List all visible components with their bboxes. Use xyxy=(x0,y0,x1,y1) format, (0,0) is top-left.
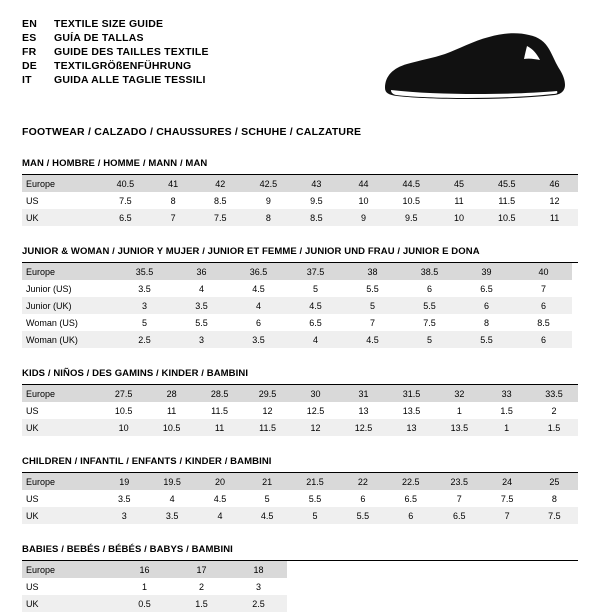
group-title: MAN / HOMBRE / HOMME / MANN / MAN xyxy=(22,158,578,175)
cell: 5 xyxy=(116,314,173,331)
cell: 9.5 xyxy=(387,209,436,226)
cell: 5.5 xyxy=(401,297,458,314)
row-label: Europe xyxy=(22,385,100,402)
cell: 10.5 xyxy=(148,419,196,436)
cell: 7 xyxy=(435,490,484,507)
cell: 2 xyxy=(530,402,578,419)
row-label: US xyxy=(22,402,100,419)
cell: 7.5 xyxy=(484,490,531,507)
table-row xyxy=(22,280,572,297)
cell: 28 xyxy=(148,385,196,402)
table-row xyxy=(22,402,578,419)
cell: 3.5 xyxy=(173,297,230,314)
cell: 25 xyxy=(531,473,578,490)
group-title: BABIES / BEBÉS / BÉBÉS / BABYS / BAMBINI xyxy=(22,544,578,561)
cell: 19.5 xyxy=(148,473,197,490)
cell: 0.5 xyxy=(116,595,173,612)
cell: 12 xyxy=(292,419,340,436)
language-row xyxy=(22,60,209,72)
row-label: UK xyxy=(22,419,100,436)
language-code: ES xyxy=(22,32,37,44)
cell: 7 xyxy=(484,507,531,524)
table-row xyxy=(22,419,578,436)
cell: 41 xyxy=(150,175,197,192)
cell: 12 xyxy=(531,192,578,209)
cell: 43 xyxy=(293,175,340,192)
cell: 10 xyxy=(100,419,148,436)
cell: 22.5 xyxy=(386,473,435,490)
size-table-junior-woman xyxy=(22,263,572,348)
row-label: UK xyxy=(22,507,101,524)
cell: 44 xyxy=(340,175,387,192)
cell: 27.5 xyxy=(100,385,148,402)
language-row xyxy=(22,32,209,44)
cell: 6.5 xyxy=(386,490,435,507)
language-title: TEXTILGRÖßENFÜHRUNG xyxy=(54,60,192,72)
language-row xyxy=(22,74,209,86)
cell: 13.5 xyxy=(435,419,483,436)
cell: 3.5 xyxy=(101,490,148,507)
cell: 11.5 xyxy=(196,402,244,419)
cell: 6 xyxy=(515,331,572,348)
cell: 5.5 xyxy=(339,507,386,524)
cell: 36.5 xyxy=(230,263,287,280)
cell: 9 xyxy=(244,192,293,209)
table-row xyxy=(22,490,578,507)
cell: 9.5 xyxy=(293,192,340,209)
cell: 1.5 xyxy=(173,595,230,612)
cell: 8 xyxy=(150,192,197,209)
cell: 11 xyxy=(531,209,578,226)
size-group-children xyxy=(22,456,578,524)
cell: 6 xyxy=(401,280,458,297)
cell: 3 xyxy=(230,578,287,595)
cell: 5.5 xyxy=(458,331,515,348)
table-row xyxy=(22,578,287,595)
cell: 19 xyxy=(101,473,148,490)
cell: 5 xyxy=(401,331,458,348)
cell: 10 xyxy=(340,192,387,209)
cell: 30 xyxy=(292,385,340,402)
table-row xyxy=(22,473,578,490)
row-label: Woman (UK) xyxy=(22,331,116,348)
table-row xyxy=(22,385,578,402)
size-group-junior-woman xyxy=(22,246,578,348)
size-group-man xyxy=(22,158,578,226)
cell: 6 xyxy=(339,490,386,507)
cell: 16 xyxy=(116,561,173,578)
row-label: US xyxy=(22,578,116,595)
language-code: FR xyxy=(22,46,37,58)
cell: 28.5 xyxy=(196,385,244,402)
row-label: UK xyxy=(22,209,101,226)
cell: 45 xyxy=(436,175,483,192)
cell: 7.5 xyxy=(197,209,244,226)
cell: 2.5 xyxy=(116,331,173,348)
row-label: Europe xyxy=(22,175,101,192)
cell: 11 xyxy=(148,402,196,419)
cell: 4 xyxy=(148,490,197,507)
cell: 33 xyxy=(483,385,530,402)
cell: 11.5 xyxy=(244,419,292,436)
cell: 3.5 xyxy=(116,280,173,297)
cell: 8 xyxy=(244,209,293,226)
size-table-man xyxy=(22,175,578,226)
cell: 13 xyxy=(387,419,435,436)
cell: 6 xyxy=(386,507,435,524)
cell: 6.5 xyxy=(287,314,344,331)
cell: 18 xyxy=(230,561,287,578)
cell: 7.5 xyxy=(101,192,150,209)
footwear-section-title: FOOTWEAR / CALZADO / CHAUSSURES / SCHUHE / CALZATURE xyxy=(22,126,362,138)
language-title: GUÍA DE TALLAS xyxy=(54,32,144,44)
cell: 23.5 xyxy=(435,473,484,490)
cell: 3 xyxy=(101,507,148,524)
cell: 29.5 xyxy=(244,385,292,402)
cell: 13 xyxy=(340,402,388,419)
cell: 11 xyxy=(196,419,244,436)
cell: 4 xyxy=(287,331,344,348)
cell: 7.5 xyxy=(401,314,458,331)
cell: 6 xyxy=(230,314,287,331)
cell: 44.5 xyxy=(387,175,436,192)
cell: 31.5 xyxy=(387,385,435,402)
cell: 5.5 xyxy=(173,314,230,331)
language-row xyxy=(22,18,209,30)
cell: 45.5 xyxy=(482,175,531,192)
cell: 6.5 xyxy=(458,280,515,297)
cell: 5.5 xyxy=(344,280,401,297)
size-group-babies xyxy=(22,544,578,612)
cell: 4 xyxy=(173,280,230,297)
cell: 8 xyxy=(458,314,515,331)
size-table-children xyxy=(22,473,578,524)
cell: 6 xyxy=(458,297,515,314)
cell: 38.5 xyxy=(401,263,458,280)
cell: 6.5 xyxy=(435,507,484,524)
cell: 10.5 xyxy=(100,402,148,419)
row-label: US xyxy=(22,192,101,209)
cell: 7 xyxy=(344,314,401,331)
language-title: TEXTILE SIZE GUIDE xyxy=(54,18,164,30)
cell: 3.5 xyxy=(230,331,287,348)
cell: 8.5 xyxy=(515,314,572,331)
cell: 12.5 xyxy=(340,419,388,436)
language-code: IT xyxy=(22,74,32,86)
group-title: JUNIOR & WOMAN / JUNIOR Y MUJER / JUNIOR ET FEMME / JUNIOR UND FRAU / JUNIOR E DONA xyxy=(22,246,578,263)
cell: 17 xyxy=(173,561,230,578)
cell: 9 xyxy=(340,209,387,226)
cell: 3.5 xyxy=(148,507,197,524)
language-code: EN xyxy=(22,18,37,30)
language-list xyxy=(22,18,209,86)
cell: 24 xyxy=(484,473,531,490)
cell: 10 xyxy=(436,209,483,226)
cell: 1.5 xyxy=(483,402,530,419)
cell: 13.5 xyxy=(387,402,435,419)
cell: 38 xyxy=(344,263,401,280)
cell: 10.5 xyxy=(387,192,436,209)
row-label: Europe xyxy=(22,473,101,490)
cell: 8.5 xyxy=(197,192,244,209)
cell: 31 xyxy=(340,385,388,402)
cell: 1 xyxy=(116,578,173,595)
cell: 5 xyxy=(244,490,291,507)
page-header xyxy=(22,18,578,110)
group-title: CHILDREN / INFANTIL / ENFANTS / KINDER / BAMBINI xyxy=(22,456,578,473)
cell: 20 xyxy=(196,473,243,490)
cell: 21.5 xyxy=(291,473,340,490)
cell: 40.5 xyxy=(101,175,150,192)
cell: 4.5 xyxy=(196,490,243,507)
cell: 8.5 xyxy=(293,209,340,226)
cell: 1.5 xyxy=(530,419,578,436)
table-row xyxy=(22,209,578,226)
cell: 5 xyxy=(287,280,344,297)
cell: 11 xyxy=(436,192,483,209)
cell: 3 xyxy=(116,297,173,314)
table-row xyxy=(22,595,287,612)
table-row xyxy=(22,314,572,331)
table-row xyxy=(22,561,287,578)
cell: 42 xyxy=(197,175,244,192)
cell: 7.5 xyxy=(531,507,578,524)
cell: 4.5 xyxy=(230,280,287,297)
cell: 7 xyxy=(515,280,572,297)
cell: 2 xyxy=(173,578,230,595)
cell: 21 xyxy=(244,473,291,490)
cell: 40 xyxy=(515,263,572,280)
language-row xyxy=(22,46,209,58)
cell: 4 xyxy=(230,297,287,314)
cell: 11.5 xyxy=(482,192,531,209)
cell: 1 xyxy=(483,419,530,436)
cell: 4.5 xyxy=(244,507,291,524)
cell: 6.5 xyxy=(101,209,150,226)
row-label: Junior (US) xyxy=(22,280,116,297)
table-row xyxy=(22,192,578,209)
language-code: DE xyxy=(22,60,37,72)
row-label: Europe xyxy=(22,561,116,578)
table-row xyxy=(22,263,572,280)
language-title: GUIDE DES TAILLES TEXTILE xyxy=(54,46,209,58)
cell: 33.5 xyxy=(530,385,578,402)
cell: 37.5 xyxy=(287,263,344,280)
cell: 4 xyxy=(196,507,243,524)
table-row xyxy=(22,507,578,524)
cell: 5.5 xyxy=(291,490,340,507)
size-group-kids xyxy=(22,368,578,436)
cell: 5 xyxy=(291,507,340,524)
row-label: US xyxy=(22,490,101,507)
cell: 39 xyxy=(458,263,515,280)
cell: 12 xyxy=(244,402,292,419)
cell: 22 xyxy=(339,473,386,490)
size-table-babies xyxy=(22,561,287,612)
cell: 32 xyxy=(435,385,483,402)
size-table-kids xyxy=(22,385,578,436)
table-row xyxy=(22,297,572,314)
dress-shoe-icon xyxy=(372,30,572,110)
cell: 4.5 xyxy=(287,297,344,314)
cell: 8 xyxy=(531,490,578,507)
cell: 12.5 xyxy=(292,402,340,419)
cell: 2.5 xyxy=(230,595,287,612)
group-title: KIDS / NIÑOS / DES GAMINS / KINDER / BAMBINI xyxy=(22,368,578,385)
cell: 35.5 xyxy=(116,263,173,280)
cell: 4.5 xyxy=(344,331,401,348)
cell: 42.5 xyxy=(244,175,293,192)
cell: 7 xyxy=(150,209,197,226)
table-row xyxy=(22,331,572,348)
cell: 1 xyxy=(435,402,483,419)
cell: 6 xyxy=(515,297,572,314)
row-label: Europe xyxy=(22,263,116,280)
row-label: Woman (US) xyxy=(22,314,116,331)
cell: 5 xyxy=(344,297,401,314)
table-row xyxy=(22,175,578,192)
row-label: UK xyxy=(22,595,116,612)
cell: 36 xyxy=(173,263,230,280)
row-label: Junior (UK) xyxy=(22,297,116,314)
cell: 46 xyxy=(531,175,578,192)
language-title: GUIDA ALLE TAGLIE TESSILI xyxy=(54,74,206,86)
cell: 10.5 xyxy=(482,209,531,226)
cell: 3 xyxy=(173,331,230,348)
